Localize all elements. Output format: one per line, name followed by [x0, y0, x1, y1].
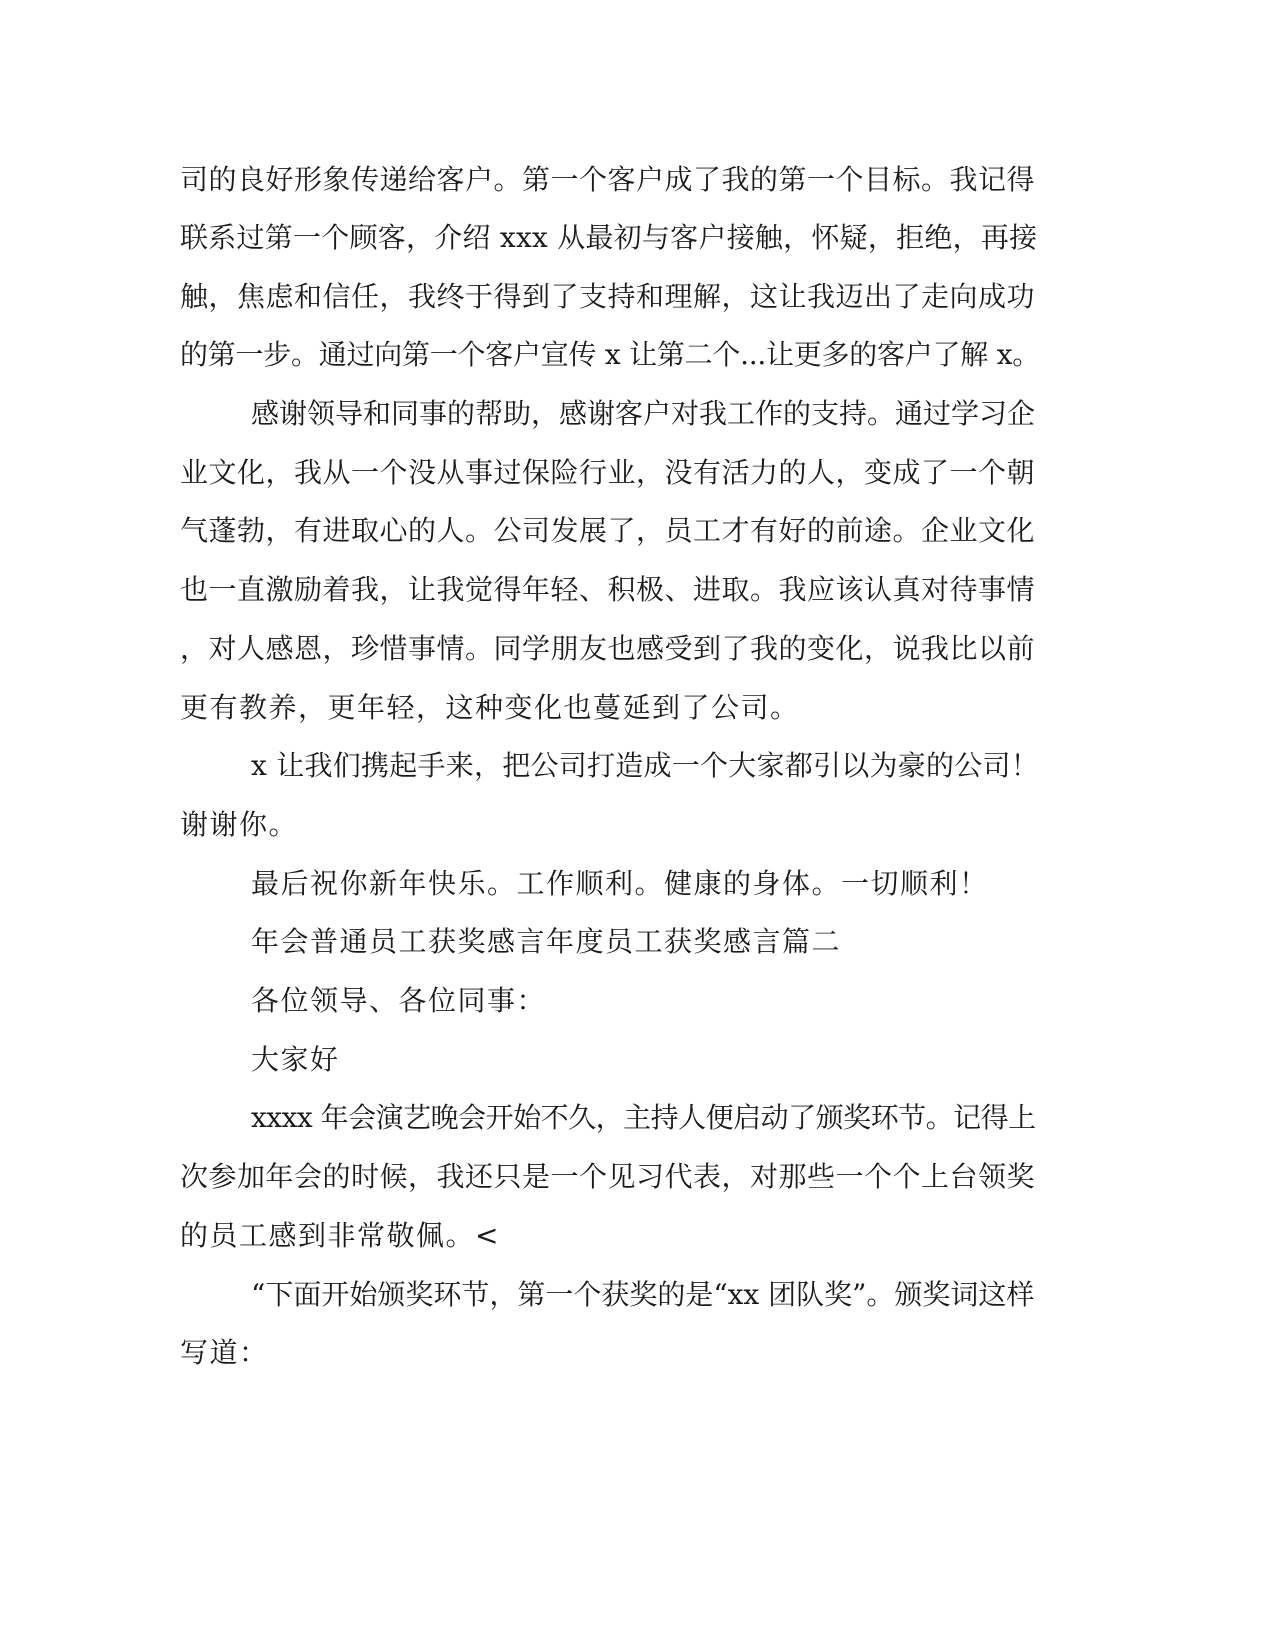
- text-line: 更有教养，更年轻，这种变化也蔓延到了公司。: [180, 691, 800, 724]
- text-line: 谢谢你。: [180, 808, 299, 841]
- text-line: 的第一步。通过向第一个客户宣传 x 让第二个...让更多的客户了解 x。: [180, 338, 1040, 371]
- text-line: 写道：: [180, 1336, 269, 1369]
- salutation: 各位领导、各位同事：: [251, 984, 547, 1017]
- text-line: 也一直激励着我，让我觉得年轻、积极、进取。我应该认真对待事情: [180, 573, 1036, 606]
- text-line: 最后祝你新年快乐。工作顺利。健康的身体。一切顺利！: [251, 867, 989, 900]
- text-line: 感谢领导和同事的帮助，感谢客户对我工作的支持。通过学习企: [251, 397, 1036, 430]
- text-line: ，对人感恩，珍惜事情。同学朋友也感受到了我的变化，说我比以前: [180, 632, 1036, 665]
- greeting: 大家好: [251, 1043, 340, 1076]
- text-line: 触，焦虑和信任，我终于得到了支持和理解，这让我迈出了走向成功: [180, 280, 1036, 313]
- text-line: 业文化，我从一个没从事过保险行业，没有活力的人，变成了一个朝: [180, 456, 1036, 489]
- text-line: 次参加年会的时候，我还只是一个见习代表，对那些一个个上台领奖: [180, 1160, 1036, 1193]
- text-line: 司的良好形象传递给客户。第一个客户成了我的第一个目标。我记得: [180, 163, 1036, 196]
- text-line: x 让我们携起手来，把公司打造成一个大家都引以为豪的公司！: [251, 749, 1039, 782]
- text-line: xxxx 年会演艺晚会开始不久，主持人便启动了颁奖环节。记得上: [251, 1101, 1036, 1134]
- text-line: 联系过第一个顾客，介绍 xxx 从最初与客户接触，怀疑，拒绝，再接: [180, 221, 1038, 254]
- text-line: 气蓬勃，有进取心的人。公司发展了，员工才有好的前途。企业文化: [180, 514, 1036, 547]
- text-line: 的员工感到非常敬佩。<: [180, 1219, 500, 1252]
- section-heading: 年会普通员工获奖感言年度员工获奖感言篇二: [251, 925, 842, 958]
- text-line: “下面开始颁奖环节，第一个获奖的是“xx 团队奖”。颁奖词这样: [251, 1278, 1035, 1311]
